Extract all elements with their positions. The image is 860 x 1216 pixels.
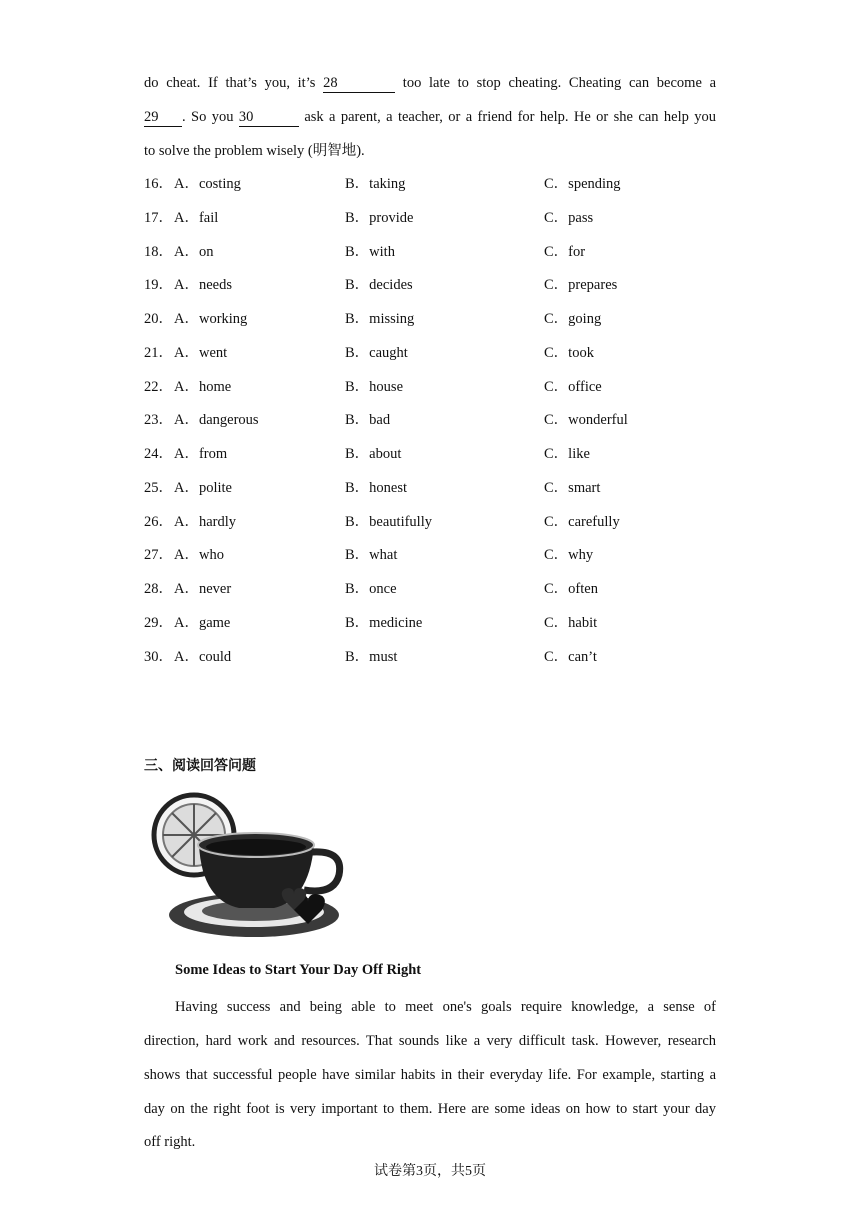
option-row [144,410,744,430]
option-b: B．with [345,243,395,260]
article-title: Some Ideas to Start Your Day Off Right [175,962,422,978]
question-number: 17． [144,209,173,226]
question-number: 23． [144,412,173,429]
option-b: B．missing [345,311,415,327]
article-line: day on the right foot is very important to them. Here are some ideas on how to start your day [144,1101,716,1117]
question-number: 20． [144,311,173,327]
passage-line-2 [144,107,716,127]
article-line: off right. [144,1134,196,1150]
option-b: B．about [345,446,402,462]
option-row [144,647,744,667]
question-number: 18． [144,243,173,260]
passage-text: do cheat. If that’s you, it’s [144,75,316,91]
option-b: B．provide [345,209,414,226]
option-b: B．medicine [345,614,423,631]
option-c: C．office [544,378,602,395]
option-row [144,208,744,228]
option-row [144,275,744,295]
option-a: A．dangerous [174,412,259,429]
option-c: C．took [544,344,594,361]
option-b: B．honest [345,479,408,496]
passage-line-1 [144,73,716,93]
option-a: A．on [174,243,214,260]
passage-text: . So you [182,109,234,125]
question-number: 25． [144,479,173,496]
teacup-illustration [144,790,350,948]
option-c: C．wonderful [544,412,628,429]
option-row [144,444,744,464]
option-c: C．habit [544,614,598,631]
section-heading: 三、阅读回答问题 [144,758,256,774]
option-c: C．for [544,243,586,260]
question-number: 29． [144,614,173,631]
option-row [144,309,744,329]
option-b: B．once [345,581,397,597]
article-line: direction, hard work and resources. That sounds like a very difficult task. However, research [144,1033,716,1049]
option-row [144,579,744,599]
blank-30: 30 [239,109,299,127]
option-b: B．decides [345,277,413,294]
option-c: C．carefully [544,513,620,530]
option-a: A．polite [174,479,232,496]
option-c: C．like [544,446,590,462]
option-row [144,545,744,565]
option-c: C．going [544,311,602,327]
option-row [144,613,744,633]
option-c: C．often [544,581,598,597]
passage-line-3: to solve the problem wisely (明智地). [144,143,365,159]
question-number: 16． [144,176,173,192]
option-a: A．needs [174,277,232,294]
article-line: Having success and being able to meet one's goals require knowledge, a sense of [175,999,716,1015]
option-b: B．caught [345,344,408,361]
option-b: B．taking [345,176,406,192]
passage-text: too late to stop cheating. Cheating can become a [402,75,717,91]
option-row [144,512,744,532]
option-c: C．spending [544,176,621,192]
page-footer: 试卷第3页，共5页 [374,1164,486,1179]
option-c: C．pass [544,209,594,226]
option-a: A．costing [174,176,241,192]
option-row [144,478,744,498]
option-b: B．beautifully [345,513,432,530]
option-a: A．working [174,311,248,327]
option-a: A．could [174,648,232,665]
question-number: 21． [144,344,173,361]
option-a: A．from [174,446,228,462]
option-b: B．house [345,378,403,395]
passage-text: ask a parent, a teacher, or a friend for help. He or she can help you [304,109,717,125]
question-number: 24． [144,446,173,462]
blank-28: 28 [323,75,395,93]
option-a: A．never [174,581,232,597]
option-b: B．must [345,648,398,665]
blank-29: 29 [144,109,182,127]
option-a: A．game [174,614,231,631]
option-c: C．smart [544,479,601,496]
option-b: B．bad [345,412,391,429]
option-c: C．why [544,547,594,564]
question-number: 22． [144,378,173,395]
option-a: A．home [174,378,232,395]
option-row [144,343,744,363]
question-number: 28． [144,581,173,597]
article-line: shows that successful people have similar habits in their everyday life. For example, starting a [144,1067,716,1083]
option-a: A．hardly [174,513,237,530]
question-number: 30． [144,648,173,665]
option-b: B．what [345,547,398,564]
option-a: A．went [174,344,228,361]
question-number: 19． [144,277,173,294]
option-a: A．fail [174,209,219,226]
option-row [144,174,744,194]
question-number: 27． [144,547,173,564]
question-number: 26． [144,513,173,530]
option-c: C．can’t [544,648,597,665]
option-row [144,377,744,397]
option-a: A．who [174,547,224,564]
option-c: C．prepares [544,277,618,294]
option-row [144,242,744,262]
